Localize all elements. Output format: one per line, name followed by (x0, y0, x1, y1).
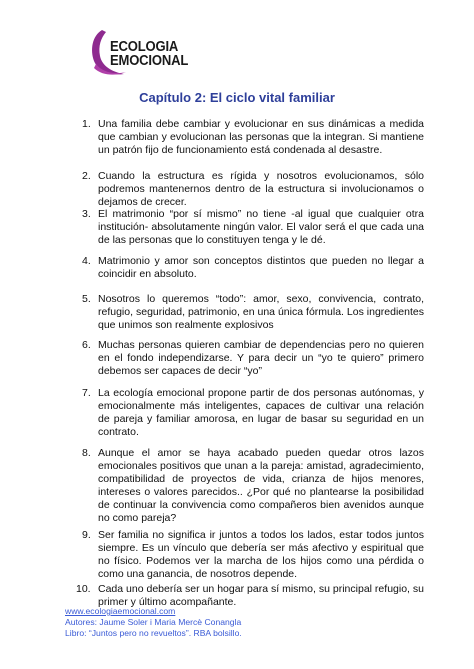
item-number: 4. (82, 255, 91, 267)
item-number: 10. (76, 583, 91, 595)
item-text: Cuando la estructura es rígida y nosotros evolucionamos, sólo podremos mantenernos dentro de la estructura si involucionamos o dejamos de crecer. (98, 170, 424, 208)
ecologia-emocional-logo (88, 28, 198, 78)
item-text: El matrimonio “por sí mismo” no tiene -al igual que cualquier otra institución- absolutamente ningún valor. El valor será el que cada una de las personas que lo constituyen tenga y le dé. (98, 208, 424, 246)
chapter-title: Capítulo 2: El ciclo vital familiar (139, 90, 335, 105)
item-number: 6. (82, 339, 91, 351)
logo-text (110, 40, 188, 68)
item-number: 7. (82, 387, 91, 399)
footer-book: Libro: “Juntos pero no revueltos”. RBA bolsillo. (65, 628, 242, 638)
item-text: Aunque el amor se haya acabado pueden quedar otros lazos emocionales positivos que unan a la pareja: amistad, agradecimiento, compatibilidad de proyectos de vida, crianza de hijos menores, intereses o valores parecidos.. ¿Por qué no plantearse la posibilidad de continuar la convivencia como compañeros bien avenidos aunque no como pareja? (98, 447, 424, 524)
item-number: 8. (82, 447, 91, 459)
item-text: La ecología emocional propone partir de dos personas autónomas, y emocionalmente más inteligentes, capaces de cultivar una relación de pareja y familiar amorosa, en lugar de basar su seguridad en un contrato. (98, 387, 424, 438)
item-number: 3. (82, 208, 91, 220)
item-text: Cada uno debería ser un hogar para sí mismo, su principal refugio, su primer y último acompañante. (98, 583, 424, 608)
item-number: 9. (82, 529, 91, 541)
item-text: Matrimonio y amor son conceptos distintos que pueden no llegar a coincidir en absoluto. (98, 255, 424, 280)
item-text: Muchas personas quieren cambiar de dependencias pero no quieren en el fondo independizarse. Y para decir un “yo te quiero” primero debemos ser capaces de decir “yo” (98, 339, 424, 377)
logo-line-1: ECOLOGIA (110, 39, 179, 55)
item-number: 5. (82, 293, 91, 305)
item-number: 1. (82, 118, 91, 130)
item-number: 2. (82, 170, 91, 182)
item-text: Ser familia no significa ir juntos a todos los lados, estar todos juntos siempre. Es un vínculo que debería ser más afectivo y espiritual que no físico. Podemos ver la marcha de los hijos como una pérdida o como una ganancia, de nosotros depende. (98, 529, 424, 580)
page-footer (65, 606, 242, 639)
item-text: Una familia debe cambiar y evolucionar en sus dinámicas a medida que cambian y evolucionan las personas que la integran. Si mantiene un patrón fijo de funcionamiento está condenada al desastre. (98, 118, 424, 156)
item-text: Nosotros lo queremos “todo”: amor, sexo, convivencia, contrato, refugio, seguridad, patrimonio, en una única fórmula. Los ingredientes que unimos son realmente explosivos (98, 293, 424, 331)
logo-line-2: EMOCIONAL (110, 53, 189, 69)
footer-authors: Autores: Jaume Soler i Maria Mercè Conangla (65, 617, 242, 627)
website-link[interactable]: www.ecologiaemocional.com (65, 606, 176, 616)
